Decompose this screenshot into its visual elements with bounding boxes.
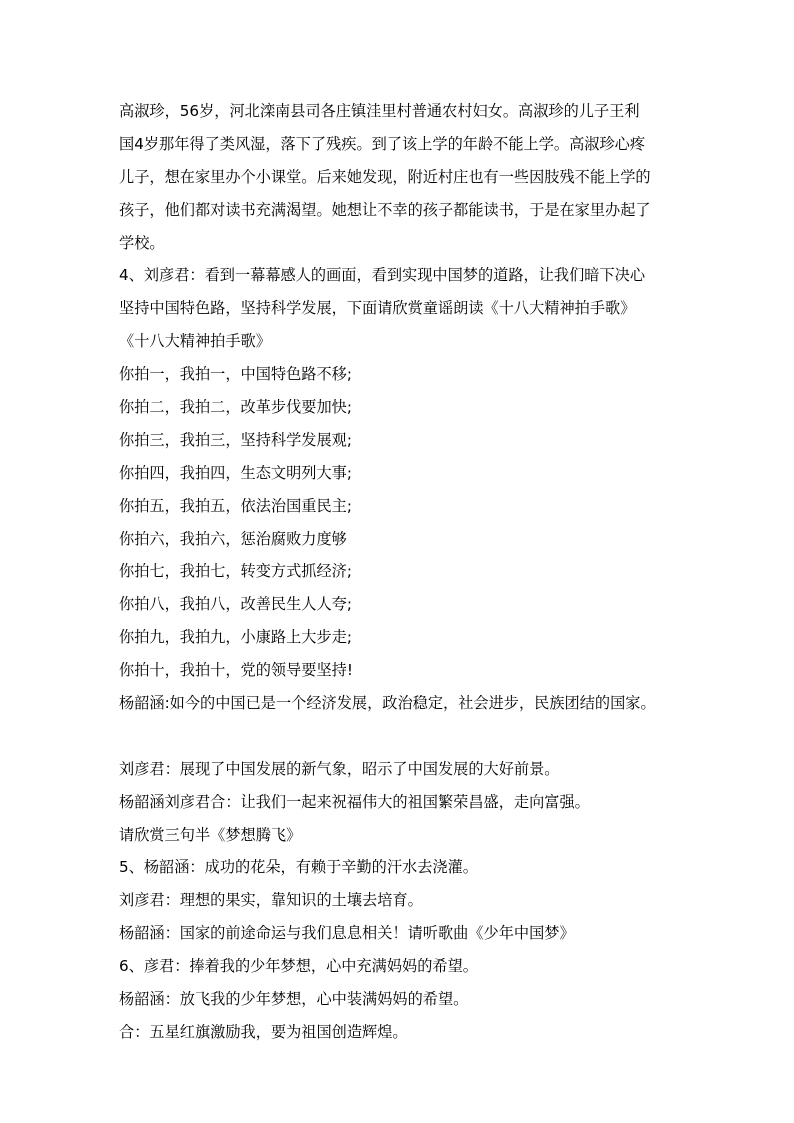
song-verse: 你拍七，我拍七，转变方式抓经济; [119,562,352,581]
dialogue-line: 杨韶涵:如今的中国已是一个经济发展，政治稳定，社会进步，民族团结的国家。 [119,694,656,713]
song-verse: 你拍九，我拍九，小康路上大步走; [119,628,352,647]
dialogue-line: 杨韶涵：放飞我的少年梦想，心中装满妈妈的希望。 [119,990,469,1009]
blank-line [119,720,687,753]
document-body [119,95,687,1049]
song-verse: 你拍四，我拍四，生态文明列大事; [119,463,352,482]
song-verse: 你拍十，我拍十，党的领导要坚持! [119,661,353,680]
dialogue-line: 杨韶涵刘彦君合：让我们一起来祝福伟大的祖国繁荣昌盛，走向富强。 [119,792,590,811]
dialogue-line: 杨韶涵：国家的前途命运与我们息息相关！请听歌曲《少年中国梦》 [119,924,575,943]
dialogue-line: 6、彦君：捧着我的少年梦想，心中充满妈妈的希望。 [119,957,478,976]
song-verse: 你拍五，我拍五，依法治国重民主; [119,496,352,515]
paragraph-line: 孩子，他们都对读书充满渴望。她想让不幸的孩子都能读书，于是在家里办起了 [119,200,651,219]
paragraph-line: 4、刘彦君：看到一幕幕感人的画面，看到实现中国梦的道路，让我们暗下决心 [119,266,646,285]
dialogue-line: 合：五星红旗激励我，要为祖国创造辉煌。 [119,1022,408,1041]
paragraph-line: 国4岁那年得了类风湿，落下了残疾。到了该上学的年龄不能上学。高淑珍心疼 [119,134,646,153]
song-title: 《十八大精神拍手歌》 [119,332,271,351]
paragraph-line: 儿子，想在家里办个小课堂。后来她发现，附近村庄也有一些因肢残不能上学的 [119,167,651,186]
paragraph-line: 坚持中国特色路，坚持科学发展，下面请欣赏童谣朗读《十八大精神拍手歌》 [119,299,636,318]
dialogue-line: 刘彦君：展现了中国发展的新气象，昭示了中国发展的大好前景。 [119,759,560,778]
program-announcement: 请欣赏三句半《梦想腾飞》 [119,825,302,844]
song-verse: 你拍一，我拍一，中国特色路不移; [119,365,352,384]
dialogue-line: 刘彦君：理想的果实，靠知识的土壤去培育。 [119,891,423,910]
song-verse: 你拍三，我拍三，坚持科学发展观; [119,430,352,449]
song-verse: 你拍二，我拍二，改革步伐要加快; [119,398,352,417]
song-verse: 你拍六，我拍六，惩治腐败力度够 [119,529,347,548]
dialogue-line: 5、杨韶涵：成功的花朵，有赖于辛勤的汗水去浇灌。 [119,858,478,877]
paragraph-line: 学校。 [119,233,165,252]
paragraph-line: 高淑珍，56岁，河北滦南县司各庄镇洼里村普通农村妇女。高淑珍的儿子王利 [119,102,640,120]
song-verse: 你拍八，我拍八，改善民生人人夸; [119,595,352,614]
